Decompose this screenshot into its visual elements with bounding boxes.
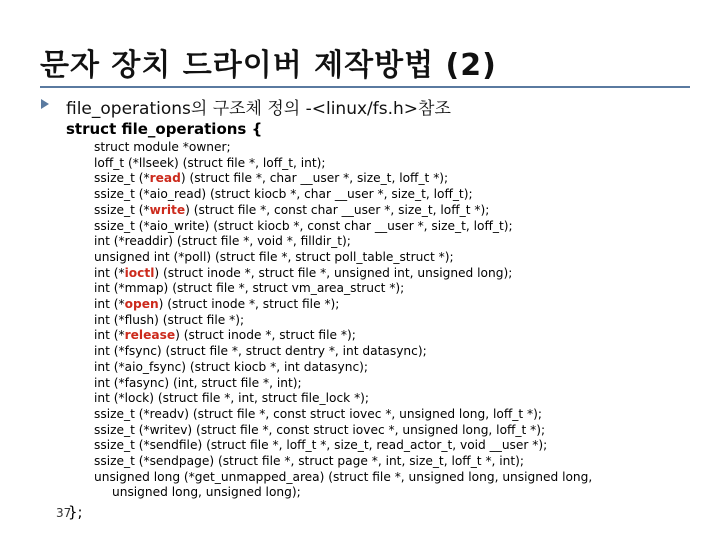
code-line [94,328,704,344]
code-text: int (* [94,297,125,312]
code-text: int (*lock) (struct file *, int, struct file_lock *); [94,391,370,406]
page-number: 37 [56,506,72,520]
highlighted-keyword: write [149,202,186,217]
code-block [94,140,704,501]
code-text: ) (struct file *, const char __user *, size_t, loff_t *); [185,202,490,217]
code-line [94,140,704,156]
code-text: ssize_t (*aio_write) (struct kiocb *, const char __user *, size_t, loff_t); [94,218,513,233]
code-text: ssize_t (* [94,171,150,186]
code-text: int (* [94,265,125,280]
code-text: int (*aio_fsync) (struct kiocb *, int datasync); [94,359,369,374]
code-text: struct module *owner; [94,140,231,154]
code-text: int (*fsync) (struct file *, struct dentry *, int datasync); [94,344,427,359]
code-text: unsigned long, unsigned long); [112,485,301,500]
code-text: int (*flush) (struct file *); [94,312,245,327]
code-text: int (*fasync) (int, struct file *, int); [94,375,302,390]
code-text: int (*mmap) (struct file *, struct vm_area_struct *); [94,281,405,296]
title-underline [40,86,690,88]
code-text: int (*readdir) (struct file *, void *, filldir_t); [94,234,351,249]
code-line [94,423,704,439]
code-text: ) (struct inode *, struct file *); [175,328,356,343]
code-text: ssize_t (*aio_read) (struct kiocb *, char __user *, size_t, loff_t); [94,187,473,202]
slide-title: 문자 장치 드라이버 제작방법 (2) [40,48,497,83]
code-line [94,156,704,172]
code-line [94,266,704,282]
bullet-arrow-icon [40,99,50,109]
code-line [94,171,704,187]
code-line [94,250,704,266]
code-line [94,297,704,313]
code-line [94,203,704,219]
code-line [94,470,704,486]
code-line [94,344,704,360]
code-line [94,407,704,423]
code-line [94,219,704,235]
code-text: ) (struct file *, char __user *, size_t, loff_t *); [180,171,449,186]
code-text: unsigned int (*poll) (struct file *, struct poll_table_struct *); [94,249,454,264]
code-text: loff_t (*llseek) (struct file *, loff_t, int); [94,155,326,170]
code-text: ) (struct inode *, struct file *); [158,297,340,312]
highlighted-keyword: release [124,328,176,343]
code-line [94,234,704,250]
code-line [94,281,704,297]
code-line [94,376,704,392]
code-line [94,391,704,407]
code-line [94,187,704,203]
code-text: int (* [94,328,125,343]
bullet-text: file_operations의 구조체 정의 -<linux/fs.h>참조 [66,99,451,119]
code-text: ) (struct inode *, struct file *, unsigned int, unsigned long); [154,265,513,280]
code-line [94,313,704,329]
code-text: ssize_t (*readv) (struct file *, const struct iovec *, unsigned long, loff_t *); [94,406,542,421]
code-line [94,454,704,470]
code-text: ssize_t (*writev) (struct file *, const struct iovec *, unsigned long, loff_t *); [94,422,546,437]
code-text: ssize_t (*sendfile) (struct file *, loff_t *, size_t, read_actor_t, void __user *); [94,438,548,453]
code-line [94,485,704,501]
code-text: unsigned long (*get_unmapped_area) (struct file *, unsigned long, unsigned long, [94,469,593,484]
code-text: ssize_t (* [94,202,150,217]
struct-closing: }; [68,503,83,521]
highlighted-keyword: ioctl [124,265,155,280]
highlighted-keyword: open [124,297,159,312]
struct-opening: struct file_operations { [66,120,263,138]
code-text: ssize_t (*sendpage) (struct file *, struct page *, int, size_t, loff_t *, int); [94,454,525,469]
code-line [94,360,704,376]
highlighted-keyword: read [149,171,181,186]
code-line [94,438,704,454]
